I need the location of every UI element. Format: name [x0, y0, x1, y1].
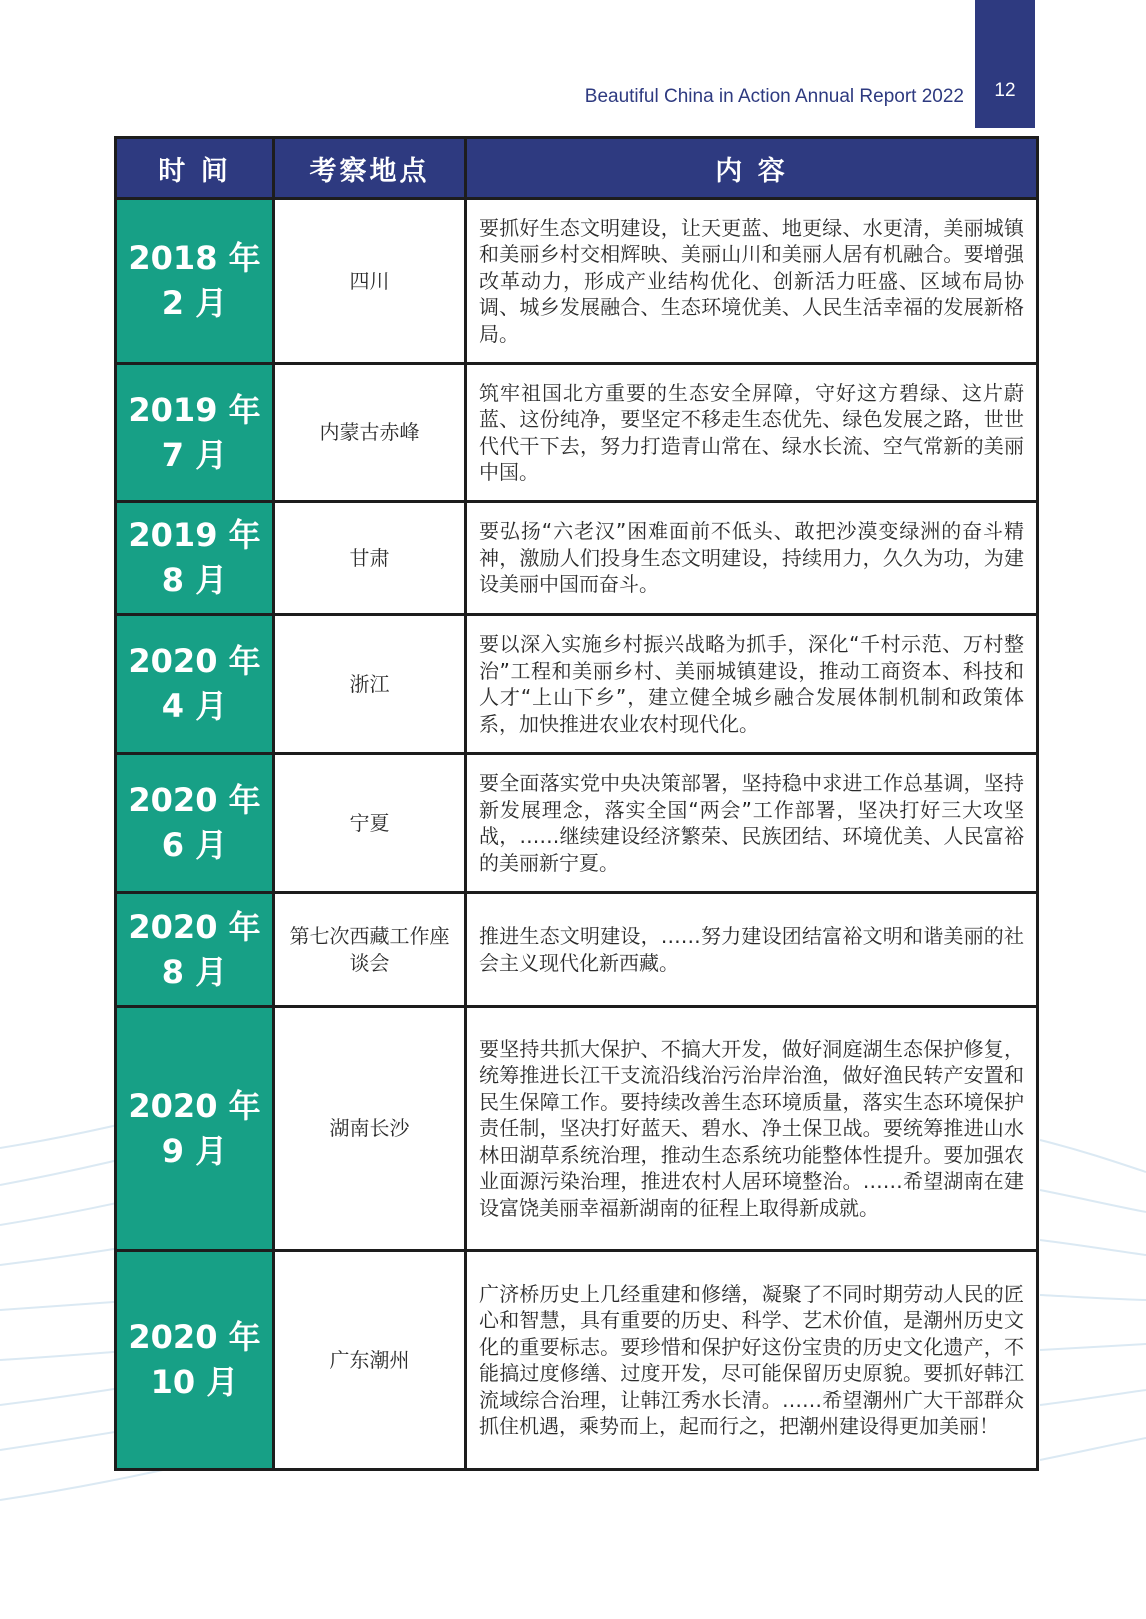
date-year: 2020 年 [128, 907, 261, 946]
date-cell [116, 199, 274, 364]
table-row [116, 615, 1038, 754]
location-cell: 宁夏 [274, 754, 466, 893]
content-cell: 推进生态文明建设，……努力建设团结富裕文明和谐美丽的社会主义现代化新西藏。 [466, 893, 1038, 1007]
date-month: 7 月 [161, 435, 228, 474]
date-year: 2020 年 [128, 781, 261, 819]
page-number-tab [975, 0, 1035, 128]
content-cell: 筑牢祖国北方重要的生态安全屏障，守好这方碧绿、这片蔚蓝、这份纯净，要坚定不移走生态优先、绿色发展之路，世世代代干下去，努力打造青山常在、绿水长流、空气常新的美丽中国。 [466, 364, 1038, 502]
date-month: 8 月 [161, 561, 228, 599]
location-cell: 广东潮州 [274, 1251, 466, 1470]
header-time: 时 间 [116, 138, 274, 199]
date-cell [116, 1007, 274, 1251]
date-cell [116, 364, 274, 502]
content-cell: 要全面落实党中央决策部署，坚持稳中求进工作总基调，坚持新发展理念，落实全国“两会”工作部署，坚决打好三大攻坚战，……继续建设经济繁荣、民族团结、环境优美、人民富裕的美丽新宁夏。 [466, 754, 1038, 893]
table-row [116, 199, 1038, 364]
table-row [116, 1251, 1038, 1470]
location-cell: 四川 [274, 199, 466, 364]
content-cell: 要弘扬“六老汉”困难面前不低头、敢把沙漠变绿洲的奋斗精神，激励人们投身生态文明建设，持续用力，久久为功，为建设美丽中国而奋斗。 [466, 502, 1038, 615]
date-year: 2020 年 [128, 1086, 261, 1125]
date-cell [116, 754, 274, 893]
location-cell: 浙江 [274, 615, 466, 754]
header-content: 内 容 [466, 138, 1038, 199]
content-cell: 要抓好生态文明建设，让天更蓝、地更绿、水更清，美丽城镇和美丽乡村交相辉映、美丽山川和美丽人居有机融合。要增强改革动力，形成产业结构优化、创新活力旺盛、区域布局协调、城乡发展融合、生态环境优美、人民生活幸福的发展新格局。 [466, 199, 1038, 364]
date-year: 2020 年 [128, 642, 261, 680]
table-header-row [116, 138, 1038, 199]
location-cell: 甘肃 [274, 502, 466, 615]
page-number: 12 [994, 80, 1016, 101]
date-month: 4 月 [161, 687, 228, 725]
table-row [116, 754, 1038, 893]
date-cell [116, 615, 274, 754]
date-year: 2019 年 [128, 516, 261, 554]
date-year: 2018 年 [128, 239, 261, 277]
inspection-table [114, 136, 1039, 1471]
date-month: 8 月 [161, 952, 228, 991]
location-cell: 第七次西藏工作座谈会 [274, 893, 466, 1007]
header-location: 考察地点 [274, 138, 466, 199]
date-cell [116, 893, 274, 1007]
table-row [116, 1007, 1038, 1251]
content-cell: 要坚持共抓大保护、不搞大开发，做好洞庭湖生态保护修复，统筹推进长江干支流沿线治污治岸治渔，做好渔民转产安置和民生保障工作。要持续改善生态环境质量，落实生态环境保护责任制，坚决打好蓝天、碧水、净土保卫战。要统筹推进山水林田湖草系统治理，推动生态系统功能整体性提升。要加强农业面源污染治理，推进农村人居环境整治。……希望湖南在建设富饶美丽幸福新湖南的征程上取得新成就。 [466, 1007, 1038, 1251]
date-year: 2019 年 [128, 390, 261, 429]
running-title: Beautiful China in Action Annual Report 2022 [584, 86, 964, 107]
table-row [116, 364, 1038, 502]
date-year: 2020 年 [128, 1318, 261, 1356]
location-cell: 湖南长沙 [274, 1007, 466, 1251]
date-month: 6 月 [161, 826, 228, 864]
date-month: 2 月 [161, 284, 228, 322]
table-row [116, 893, 1038, 1007]
date-cell [116, 502, 274, 615]
content-cell: 要以深入实施乡村振兴战略为抓手，深化“千村示范、万村整治”工程和美丽乡村、美丽城镇建设，推动工商资本、科技和人才“上山下乡”，建立健全城乡融合发展体制机制和政策体系，加快推进农业农村现代化。 [466, 615, 1038, 754]
content-cell: 广济桥历史上几经重建和修缮，凝聚了不同时期劳动人民的匠心和智慧，具有重要的历史、科学、艺术价值，是潮州历史文化的重要标志。要珍惜和保护好这份宝贵的历史文化遗产，不能搞过度修缮、过度开发，尽可能保留历史原貌。要抓好韩江流域综合治理，让韩江秀水长清。……希望潮州广大干部群众抓住机遇，乘势而上，起而行之，把潮州建设得更加美丽！ [466, 1251, 1038, 1470]
date-month: 10 月 [150, 1363, 239, 1401]
date-month: 9 月 [161, 1131, 228, 1170]
location-cell: 内蒙古赤峰 [274, 364, 466, 502]
table-row [116, 502, 1038, 615]
date-cell [116, 1251, 274, 1470]
